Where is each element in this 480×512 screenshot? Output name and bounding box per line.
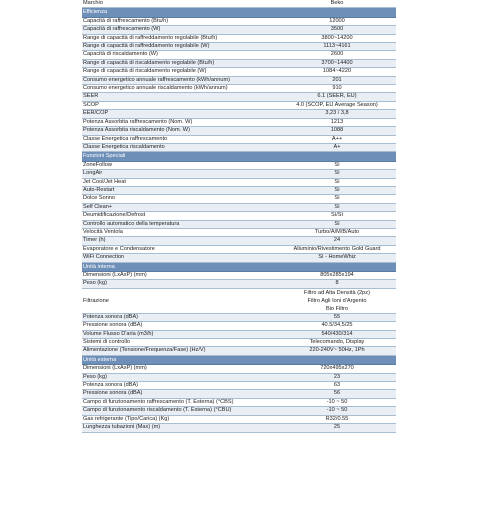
spec-row — [82, 110, 396, 118]
spec-row — [82, 101, 396, 109]
spec-value — [278, 288, 396, 313]
spec-label: Jet Cool/Jet Heat — [82, 178, 278, 186]
section-header — [82, 152, 396, 161]
spec-label: Dolce Sonno — [82, 195, 278, 203]
section-header — [82, 262, 396, 271]
spec-value: 1088 — [278, 127, 396, 135]
spec-value: Alluminio/Rivestimento Gold Guard — [278, 245, 396, 253]
spec-row — [82, 313, 396, 321]
spec-row — [82, 415, 396, 423]
spec-value: 12000 — [278, 17, 396, 25]
spec-value: Telecomando, Display — [278, 339, 396, 347]
spec-value: 56 — [278, 390, 396, 398]
spec-row — [82, 390, 396, 398]
spec-value: 910 — [278, 85, 396, 93]
spec-row — [82, 322, 396, 330]
spec-row — [82, 245, 396, 253]
spec-value: Turbo/A/M/B/Auto — [278, 228, 396, 236]
spec-label: Evaporatore e Condensatore — [82, 245, 278, 253]
spec-row — [82, 272, 396, 280]
spec-row — [82, 212, 396, 220]
spec-label: Capacità di raffrescamento (W) — [82, 26, 278, 34]
spec-value: 1084~4220 — [278, 68, 396, 76]
spec-value: A++ — [278, 135, 396, 143]
spec-row — [82, 51, 396, 59]
spec-row — [82, 407, 396, 415]
spec-label: Potenza Assorbita raffrescamento (Nom. W) — [82, 118, 278, 126]
spec-row — [82, 170, 396, 178]
spec-row — [82, 280, 396, 288]
spec-label: Potenza sonora (dBA) — [82, 313, 278, 321]
spec-row — [82, 127, 396, 135]
spec-value: 3700~14400 — [278, 59, 396, 67]
spec-label: SEER — [82, 93, 278, 101]
spec-row — [82, 161, 396, 169]
spec-row — [82, 339, 396, 347]
spec-label: ZoneFollow — [82, 161, 278, 169]
spec-row — [82, 135, 396, 143]
spec-label: Classe Energetica raffrescamento — [82, 135, 278, 143]
spec-row — [82, 288, 396, 313]
spec-label: EER/COP — [82, 110, 278, 118]
spec-label: Lunghezza tubazioni (Max) (m) — [82, 424, 278, 432]
spec-value: 4.0 (SCOP, EU Average Season) — [278, 101, 396, 109]
spec-value: 8 — [278, 280, 396, 288]
spec-label: Campo di funzionamento riscaldamento (T. Esterna) (°CBU) — [82, 407, 278, 415]
spec-row — [82, 59, 396, 67]
spec-label: Capacità di raffrescamento (Btu/h) — [82, 17, 278, 25]
spec-row — [82, 186, 396, 194]
spec-row — [82, 254, 396, 262]
spec-value: Sì — [278, 161, 396, 169]
spec-row — [82, 237, 396, 245]
spec-row — [82, 26, 396, 34]
spec-label: Deumidificazione/Defrost — [82, 212, 278, 220]
spec-row — [82, 228, 396, 236]
spec-label: Dimensioni (LxAxP) (mm) — [82, 365, 278, 373]
spec-value: 40.5/34.5/25 — [278, 322, 396, 330]
spec-row — [82, 424, 396, 432]
spec-table — [82, 0, 396, 433]
spec-row — [82, 76, 396, 84]
spec-value: 540/430/314 — [278, 330, 396, 338]
spec-label: WiFi Connection — [82, 254, 278, 262]
spec-value: 25 — [278, 424, 396, 432]
spec-label: SCOP — [82, 101, 278, 109]
spec-label: Consumo energetico annuale raffrescamento (kWh/annum) — [82, 76, 278, 84]
spec-row — [82, 178, 396, 186]
spec-value: 1113~4161 — [278, 43, 396, 51]
section-header — [82, 355, 396, 364]
spec-label: Sistemi di controllo — [82, 339, 278, 347]
spec-label: Timer (h) — [82, 237, 278, 245]
spec-value: 805x285x194 — [278, 272, 396, 280]
spec-row — [82, 34, 396, 42]
spec-value: -10 ~ 50 — [278, 407, 396, 415]
spec-row — [82, 0, 396, 8]
spec-label: Peso (kg) — [82, 373, 278, 381]
spec-label: Pressione sonora (dBA) — [82, 322, 278, 330]
spec-label: Volume Flusso D'aria (m3/h) — [82, 330, 278, 338]
spec-value: 24 — [278, 237, 396, 245]
section-title: Unità interna — [82, 262, 396, 271]
spec-row — [82, 398, 396, 406]
spec-label: Auto-Restart — [82, 186, 278, 194]
spec-value: 3500 — [278, 26, 396, 34]
spec-label: Controllo automatico della temperatura — [82, 220, 278, 228]
spec-value: Sì/Sì — [278, 212, 396, 220]
spec-value: 3800~14200 — [278, 34, 396, 42]
spec-row — [82, 43, 396, 51]
spec-value: Sì — [278, 220, 396, 228]
spec-row — [82, 68, 396, 76]
spec-label: Range di capacità di riscaldamento regolabile (W) — [82, 68, 278, 76]
spec-value: Sì — [278, 178, 396, 186]
spec-label: Range di capacità di riscaldamento regolabile (Btu/h) — [82, 59, 278, 67]
section-title: Efficienza — [82, 8, 396, 17]
spec-row — [82, 382, 396, 390]
spec-row — [82, 220, 396, 228]
spec-value: A+ — [278, 143, 396, 151]
spec-label: Potenza sonora (dBA) — [82, 382, 278, 390]
spec-value: Sì - HomeWhiz — [278, 254, 396, 262]
section-title: Unità esterna — [82, 355, 396, 364]
spec-value: R32/0.55 — [278, 415, 396, 423]
spec-label: Potenza Assorbita riscaldamento (Nom. W) — [82, 127, 278, 135]
spec-value: Sì — [278, 170, 396, 178]
spec-value: 220-240V~ 50Hz, 1Ph — [278, 347, 396, 355]
spec-row — [82, 118, 396, 126]
spec-label: Campo di funzionamento raffrescamento (T. Esterna) (°CBS) — [82, 398, 278, 406]
spec-label: LongAir — [82, 170, 278, 178]
spec-row — [82, 93, 396, 101]
spec-value-line: Bio Filtro — [325, 305, 349, 312]
spec-row — [82, 195, 396, 203]
spec-value: 2600 — [278, 51, 396, 59]
spec-label: Alimentazione (Tensione/Frequenza/Fase) (Hz/V) — [82, 347, 278, 355]
section-title: Funzioni Speciali — [82, 152, 396, 161]
spec-value: -10 ~ 50 — [278, 398, 396, 406]
spec-row — [82, 330, 396, 338]
section-header — [82, 8, 396, 17]
spec-value: 6.1 (SEER, EU) — [278, 93, 396, 101]
spec-value: 201 — [278, 76, 396, 84]
spec-value: Sì — [278, 186, 396, 194]
spec-value: Sì — [278, 203, 396, 211]
spec-value-line: Filtro ad Alta Densità (2pz) — [304, 289, 370, 296]
spec-row — [82, 365, 396, 373]
spec-value: 63 — [278, 382, 396, 390]
spec-label: Consumo energetico annuale riscaldamento (kWh/annum) — [82, 85, 278, 93]
spec-value: Beko — [278, 0, 396, 8]
spec-label: Range di capacità di raffreddamento regolabile (W) — [82, 43, 278, 51]
spec-label: Dimensioni (LxAxP) (mm) — [82, 272, 278, 280]
spec-table-body — [82, 0, 396, 432]
spec-sheet — [82, 0, 396, 433]
spec-row — [82, 85, 396, 93]
spec-label: Peso (kg) — [82, 280, 278, 288]
spec-label: Gas refrigerante (Tipo/Carica) (Kg) — [82, 415, 278, 423]
spec-row — [82, 347, 396, 355]
spec-row — [82, 143, 396, 151]
spec-label: Velocità Ventola — [82, 228, 278, 236]
spec-row — [82, 17, 396, 25]
spec-label: Self Clean+ — [82, 203, 278, 211]
spec-label: Filtrazione — [82, 288, 278, 313]
spec-label: Range di capacità di raffreddamento regolabile (Btu/h) — [82, 34, 278, 42]
spec-row — [82, 373, 396, 381]
spec-label: Marchio — [82, 0, 278, 8]
spec-label: Classe Energetica riscaldamento — [82, 143, 278, 151]
spec-value: 720x495x270 — [278, 365, 396, 373]
spec-value: 55 — [278, 313, 396, 321]
spec-label: Capacità di riscaldamento (W) — [82, 51, 278, 59]
spec-label: Pressione sonora (dBA) — [82, 390, 278, 398]
spec-value-line: Filtro Agli Ioni d'Argento — [307, 297, 367, 304]
spec-value: 1213 — [278, 118, 396, 126]
spec-value: 3,23 / 3,8 — [278, 110, 396, 118]
spec-value: 23 — [278, 373, 396, 381]
spec-value: Sì — [278, 195, 396, 203]
spec-row — [82, 203, 396, 211]
